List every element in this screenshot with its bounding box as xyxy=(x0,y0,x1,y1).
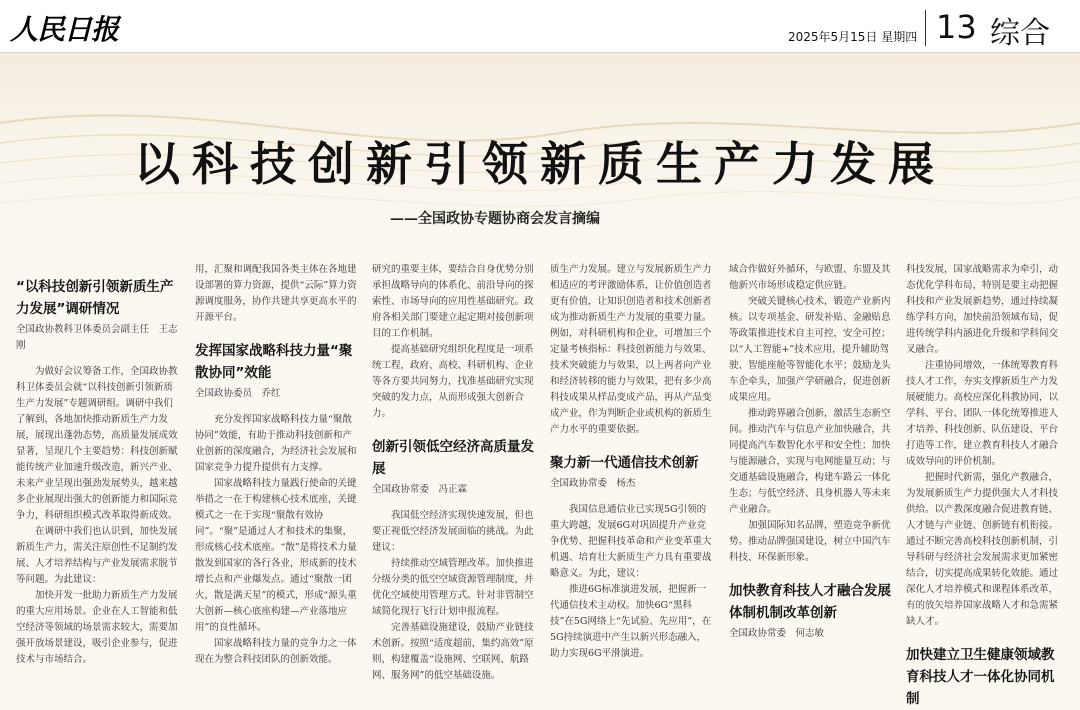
article-paragraph: 用，汇聚和调配我国各类主体在各地建设部署的算力资源，提供“云际”算力资源调度服务，协作共建共享更高水平的开源平台。 xyxy=(195,264,357,323)
article-paragraph: 完善基础设施建设，鼓励产业链技术创新。按照“适度超前，集约高效”原则，构建覆盖“设施网、空联网、航路网、服务网”的低空基础设施。 xyxy=(372,622,534,681)
article-title: 聚力新一代通信技术创新 xyxy=(550,455,699,471)
article-paragraph: 把握时代新需，强化产教融合，为发展新质生产力提供强大人才科技供给。以产教深度融合促进教育链、人才链与产业链、创新链有机衔接。通过不断完善高校科技创新机制，引导科研与经济社会发展需求更加紧密结合，切实提高成果转化效能。通过深化人才培养模式和课程体系改革，有的放矢培养国家战略人才和急需紧缺人才。 xyxy=(906,472,1059,627)
article-column-5 xyxy=(729,262,891,639)
issue-date: 2025年5月15日 星期四 xyxy=(788,30,918,44)
article-title: “以科技创新引领新质生产力发展”调研情况 xyxy=(16,279,174,317)
article-paragraph: 突破关键核心技术，锻造产业新内核。以专项基金、研发补贴、金融贴息等政策推进技术自主可控，安全可控；以“人工智能+”技术应用，提升辅助驾驶、智能座舱等智能化水平；鼓励龙头车企牵头，加强产学研融合，促进创新成果应用。 xyxy=(729,296,891,403)
article-title: 加快教育科技人才融合发展体制机制改革创新 xyxy=(729,583,891,621)
article-author: 全国政协常委 冯正霖 xyxy=(372,484,468,495)
article-column-2 xyxy=(195,262,357,665)
masthead-divider xyxy=(925,10,926,46)
article-paragraph: 科技发展，国家战略需求为牵引，动态优化学科布局，特别是要主动把握科技和产业发展新趋势，通过持续凝练学科方向，加快前沿领域布局，促进传统学科内涵进化升级和学科间交叉融合。 xyxy=(906,264,1059,355)
article-paragraph: 充分发挥国家战略科技力量“聚散协同”效能，有助于推动科技创新和产业创新的深度融合，为经济社会发展和国家竞争力提升提供有力支撑。 xyxy=(195,414,357,473)
article-paragraph: 注重协同增效，一体统筹教育科技人才工作，夯实支撑新质生产力发展硬能力。高校应深化科教协同，以学科、平台、团队一体化统筹推进人才培养、科技创新、队伍建设、平台打造等工作，建立教育科技人才融合成效导向的评价机制。 xyxy=(906,360,1059,467)
article-paragraph: 质生产力发展。建立与发展新质生产力相适应的考评激励体系，让价值创造者更有价值，让知识创造者和技术创新者成为推动新质生产力发展的重要力量。例如，对科研机构和企业，可增加三个定量考核指标：科技创新能力与效果、技术突破能力与效果，以上两者向产业和经济转移的能力与效果，把有多少高科技成果从样品变成产品，再从产品变成产业，作为判断企业或机构的新质生产力水平的重要依据。 xyxy=(550,264,712,435)
article-column-4 xyxy=(550,262,712,659)
article-paragraph: 我国信息通信业已实现5G引领的重大跨越，发展6G对巩固提升产业竞争优势、把握科技革命和产业变革重大机遇、培育壮大新质生产力具有重要战略意义。为此，建议： xyxy=(550,504,712,579)
article-column-6 xyxy=(906,262,1066,707)
article-paragraph: 加快开发一批助力新质生产力发展的重大应用场景。企业在人工智能和低空经济等领域的场景需求较大，需要加强开放场景建设，吸引企业参与，促进技术与市场结合。 xyxy=(16,590,178,665)
article-paragraph: 研究的重要主体，要结合自身优势分别承担战略导向的体系化、前沿导向的探索性、市场导向的应用性基础研究。政府各相关部门要建立起定期对接创新项目的工作机制。 xyxy=(372,264,534,339)
article-paragraph: 在调研中我们也认识到，加快发展新质生产力，需关注原创性不足制约发展、人才培养结构与产业发展需求脱节等问题。为此建议： xyxy=(16,526,178,585)
article-column-1 xyxy=(16,262,178,665)
headline-banner xyxy=(0,53,1080,243)
article-title: 加快建立卫生健康领域教育科技人才一体化协同机制 xyxy=(906,647,1055,707)
article-paragraph: 为做好会议筹备工作，全国政协教科卫体委员会就“以科技创新引领新质生产力发展”专题调研组。调研中我们了解到，各地加快推动新质生产力发展，展现出蓬勃态势，高质量发展成效显著，呈现几个主要趋势：科技创新赋能传统产业加速升级改造，新兴产业、未来产业呈现出强劲发展势头，越来越多企业展现出强大的创新能力和国际竞争力，科研组织模式改革取得新成效。 xyxy=(16,366,178,521)
article-paragraph: 持续推动空域管理改革。加快推进分级分类的低空空域资源管理制度，并优化空域使用管理方式。针对非管制空域简化现行飞行计划申报流程。 xyxy=(372,558,534,617)
article-paragraph: 加强国际知名品牌，塑造竞争新优势。推动品牌强国建设，树立中国汽车科技、环保新形象。 xyxy=(729,520,891,563)
article-author: 全国政协常委 杨杰 xyxy=(550,478,636,489)
article-column-3 xyxy=(372,262,534,681)
article-title: 发挥国家战略科技力量“聚散协同”效能 xyxy=(195,343,353,381)
newspaper-masthead xyxy=(0,0,1080,53)
page-headline: 以科技创新引领新质生产力发展 xyxy=(134,137,946,191)
article-author: 全国政协委员 乔红 xyxy=(195,388,281,399)
article-paragraph: 国家战略科技力量的竞争力之一体现在为整合科技团队的创新效能。 xyxy=(195,638,357,665)
page-subheadline: ——全国政协专题协商会发言摘编 xyxy=(390,211,600,227)
article-paragraph: 推动跨界融合创新，激活生态新空间。推动汽车与信息产业加快融合，共同提高汽车数智化水平和安全性；加快与能源融合，实现与电网能量互动；与交通基础设施融合，构建车路云一体化生态；与低空经济、具身机器人等未来产业融合。 xyxy=(729,408,891,515)
page-section: 综合 xyxy=(990,16,1050,51)
page-number: 13 xyxy=(936,8,977,46)
newspaper-logo: 人民日报 xyxy=(10,13,119,46)
article-paragraph: 提高基础研究组织化程度是一项系统工程，政府、高校、科研机构、企业等各方要共同努力，找准基础研究实现突破的发力点，从而形成强大创新合力。 xyxy=(372,344,534,419)
article-paragraph: 国家战略科技力量践行使命的关键举措之一在于构建核心技术底座，关键模式之一在于实现“聚散有效协同”。“聚”是通过人才和技术的集聚，形成核心技术底座。“散”是将技术力量散发到国家的各行各业，形成新的技术增长点和产业爆发点。通过“聚散一团火，散是满天星”的模式，形成“源头重大创新—核心底座构建—产业落地应用”的良性循环。 xyxy=(195,478,357,633)
article-title: 创新引领低空经济高质量发展 xyxy=(372,439,534,477)
article-paragraph: 推进6G标准演进发展，把握新一代通信技术主动权。加快6G“黑科技”在5G网络上“先试验、先应用”，在5G持续演进中产生以新兴形态融入，助力实现6G平滑演进。 xyxy=(550,584,712,659)
article-author: 全国政协常委 何志敏 xyxy=(729,628,825,639)
article-author: 全国政协教科卫体委员会副主任 王志刚 xyxy=(16,324,178,351)
article-paragraph: 我国低空经济实现快速发展，但也要正视低空经济发展面临的挑战。为此建议： xyxy=(372,510,534,553)
article-paragraph: 域合作做好外循环，与欧盟、东盟及其他新兴市场形成稳定供应链。 xyxy=(729,264,891,291)
